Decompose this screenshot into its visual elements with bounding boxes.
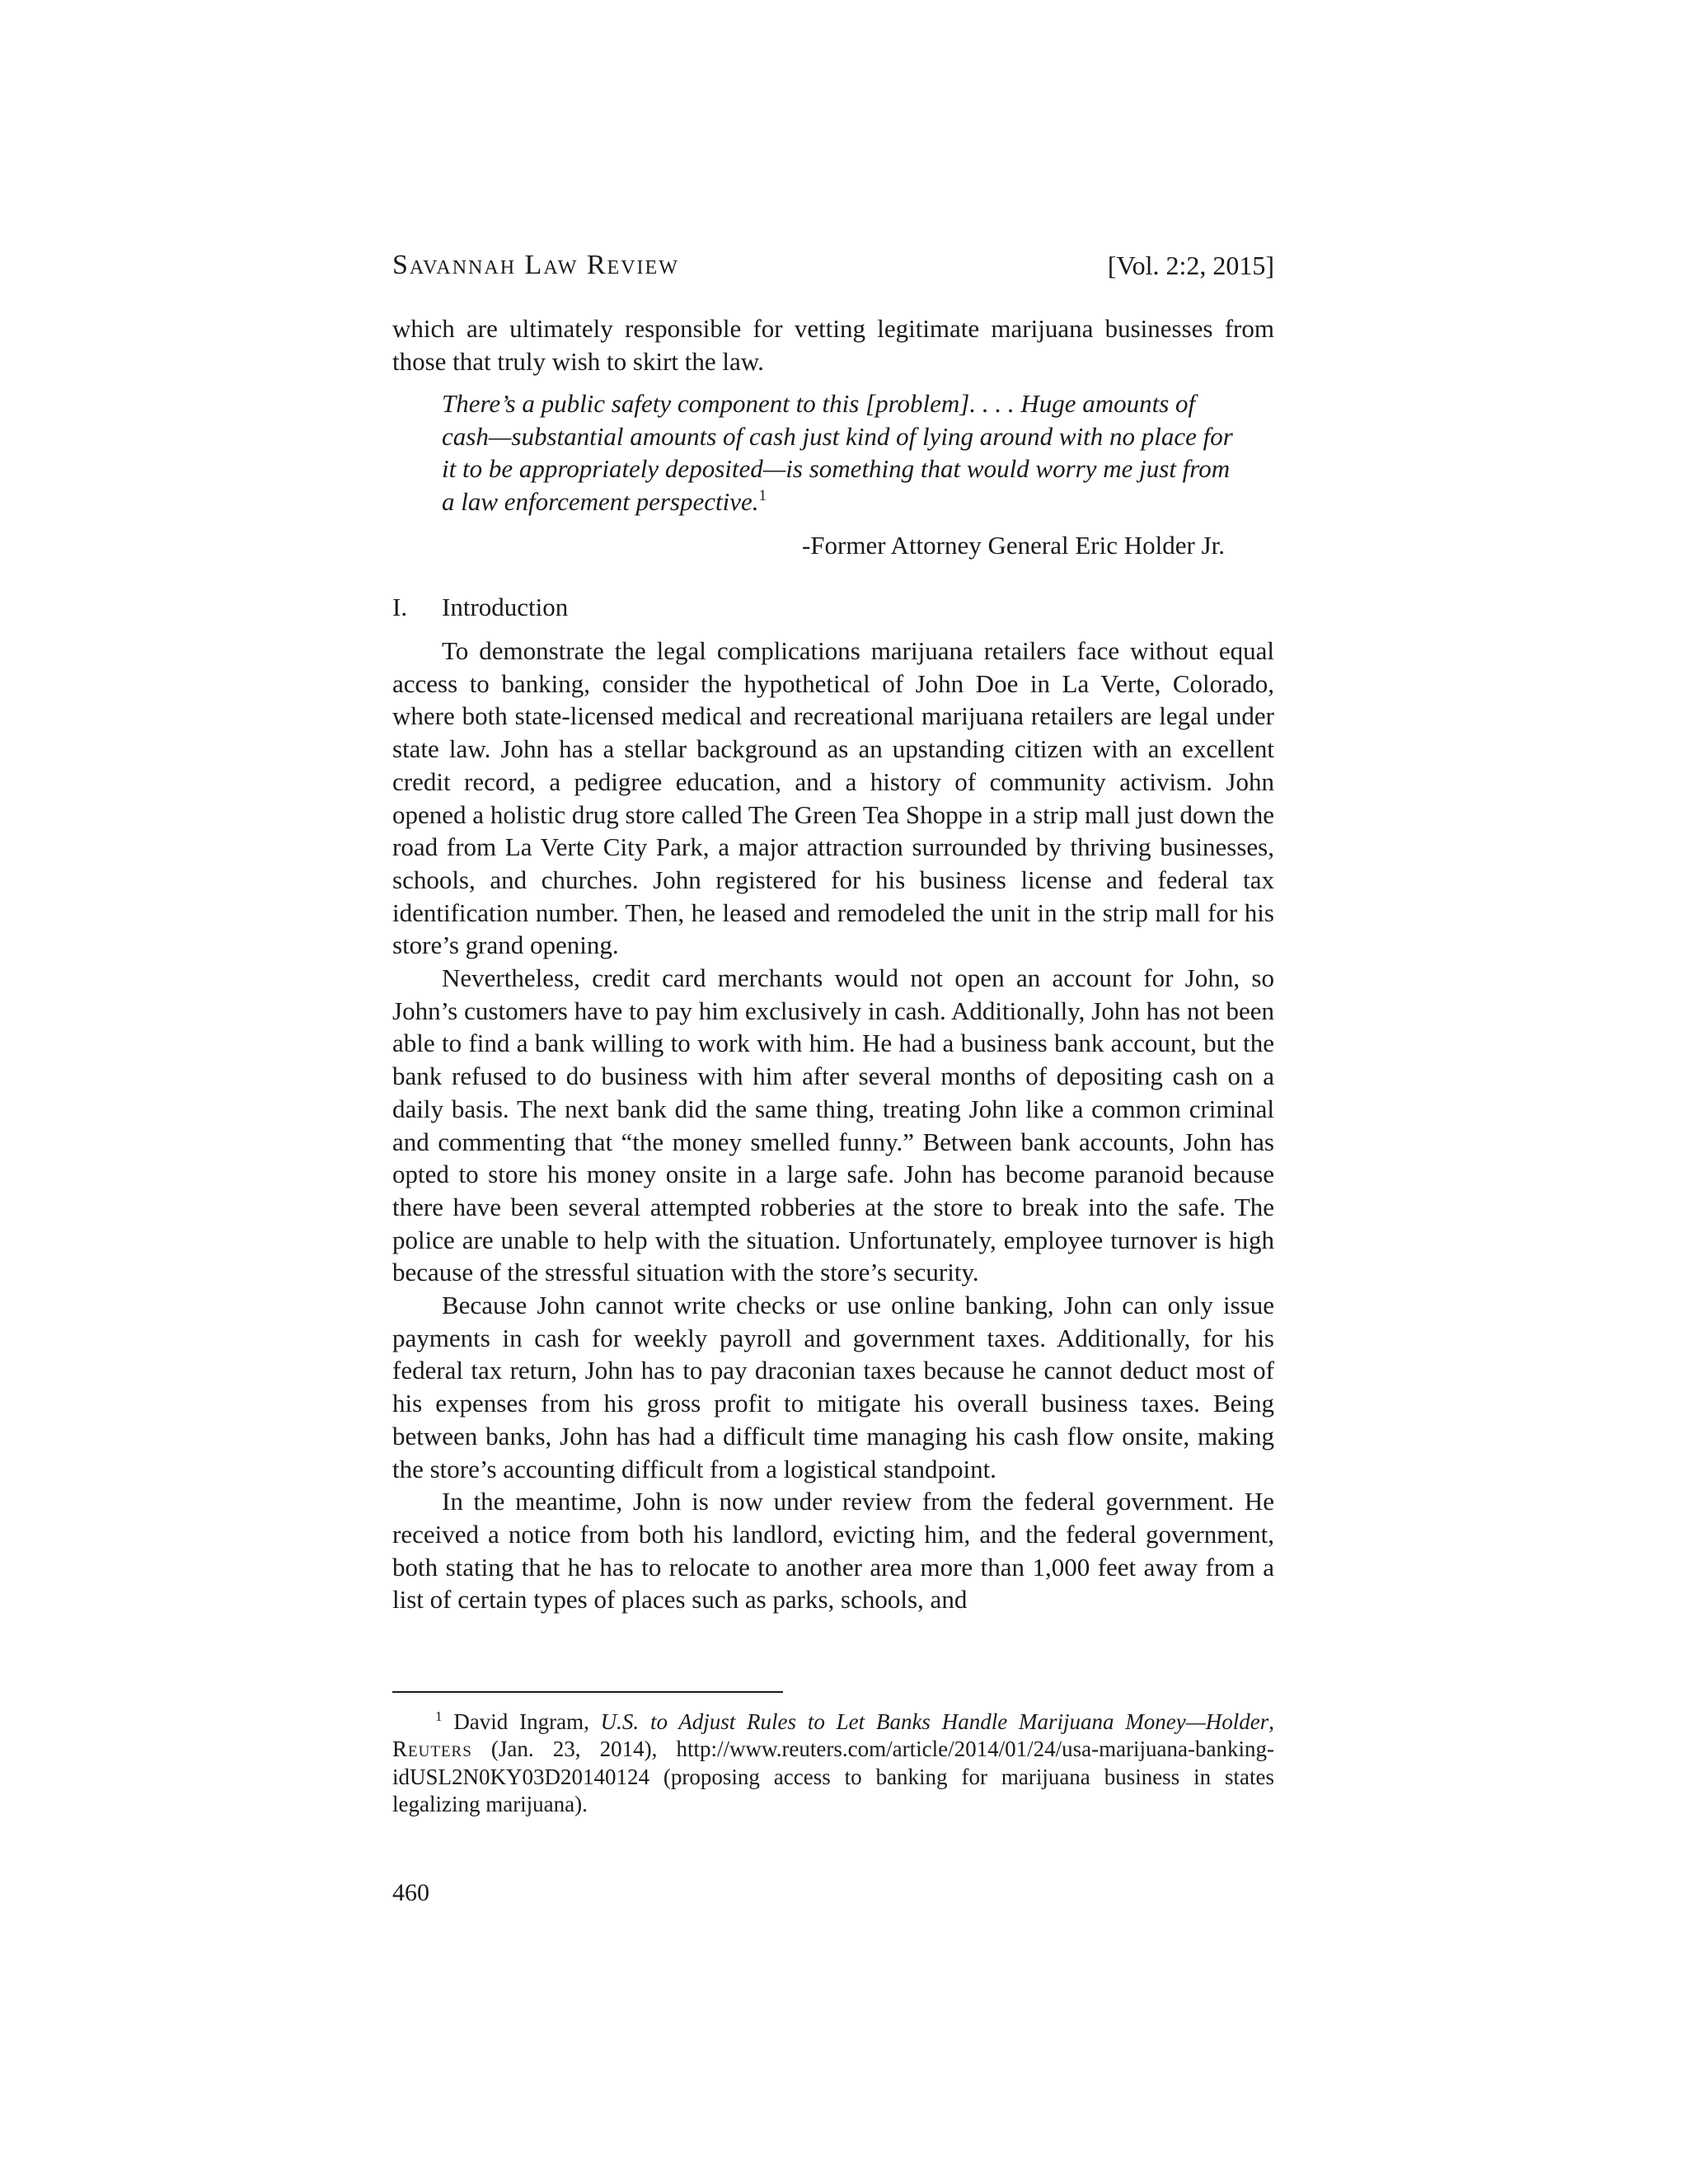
section-number: I. <box>392 593 408 621</box>
section-title: Introduction <box>442 593 569 621</box>
continuation-paragraph: which are ultimately responsible for vetting legitimate marijuana businesses from those that truly wish to skirt the law. <box>392 314 1274 376</box>
section-heading <box>392 591 568 624</box>
body-paragraph: In the meantime, John is now under review from the federal government. He received a notice from both his landlord, evicting him, and the federal government, both stating that he has to relocate to another area more than 1,000 feet away from a list of certain types of places such as parks, schools, and <box>392 1487 1274 1615</box>
footnote-comma: , <box>1268 1709 1275 1734</box>
epigraph-quote <box>442 387 1233 518</box>
body-paragraph: To demonstrate the legal complications marijuana retailers face without equal access to banking, consider the hypothetical of John Doe in La Verte, Colorado, where both state-licensed medical and recreational marijuana retailers are legal under state law. John has a stellar background as an upstanding citizen with an excellent credit record, a pedigree education, and a history of community activism. John opened a holistic drug store called The Green Tea Shoppe in a strip mall just down the road from La Verte City Park, a major attraction surrounded by thriving businesses, schools, and churches. John registered for his business license and federal tax identification number. Then, he leased and remodeled the unit in the strip mall for his store’s grand opening. <box>392 636 1274 960</box>
footnote-author: David Ingram, <box>453 1709 589 1734</box>
footnote <box>392 1708 1274 1818</box>
epigraph-text: There’s a public safety component to this [problem]. . . . Huge amounts of cash—substantial amounts of cash just kind of lying around with no place for it to be appropriately deposited—is something that would worry me just from a law enforcement perspective. <box>442 389 1233 517</box>
footnote-article-title: U.S. to Adjust Rules to Let Banks Handle Marijuana Money—Holder <box>600 1709 1269 1734</box>
body-paragraph: Nevertheless, credit card merchants would not open an account for John, so John’s customers have to pay him exclusively in cash. Additionally, John has not been able to find a bank willing to work with him. He had a business bank account, but the bank refused to do business with him after several months of depositing cash on a daily basis. The next bank did the same thing, treating John like a common criminal and commenting that “the money smelled funny.” Between bank accounts, John has opted to store his money onsite in a large safe. John has become paranoid because there have been several attempted robberies at the store to break into the safe. The police are unable to help with the situation. Unfortunately, employee turnover is high because of the stressful situation with the store’s security. <box>392 963 1274 1287</box>
page-number: 460 <box>392 1879 429 1906</box>
volume-citation: [Vol. 2:2, 2015] <box>1107 251 1274 280</box>
footnote-details[interactable]: (Jan. 23, 2014), http://www.reuters.com/article/2014/01/24/usa-marijuana-banking-idUSL2N0KY03D20140124 (proposing access to banking for marijuana business in states legalizing marijuana). <box>392 1736 1274 1816</box>
footnote-reference[interactable]: 1 <box>758 487 767 505</box>
footnote-number: 1 <box>435 1708 443 1724</box>
journal-name: Savannah Law Review <box>392 250 679 280</box>
section-body <box>392 635 1274 1616</box>
footnote-divider <box>392 1691 783 1693</box>
footnote-paragraph <box>392 1708 1274 1818</box>
body-paragraph: Because John cannot write checks or use online banking, John can only issue payments in cash for weekly payroll and government taxes. Additionally, for his federal tax return, John has to pay draconian taxes because he cannot deduct most of his expenses from his gross profit to mitigate his overall business taxes. Being between banks, John has had a difficult time managing his cash flow onsite, making the store’s accounting difficult from a logistical standpoint. <box>392 1291 1274 1483</box>
footnote-source: Reuters <box>392 1736 472 1762</box>
running-header <box>392 247 1274 284</box>
epigraph-attribution: -Former Attorney General Eric Holder Jr. <box>801 531 1225 560</box>
